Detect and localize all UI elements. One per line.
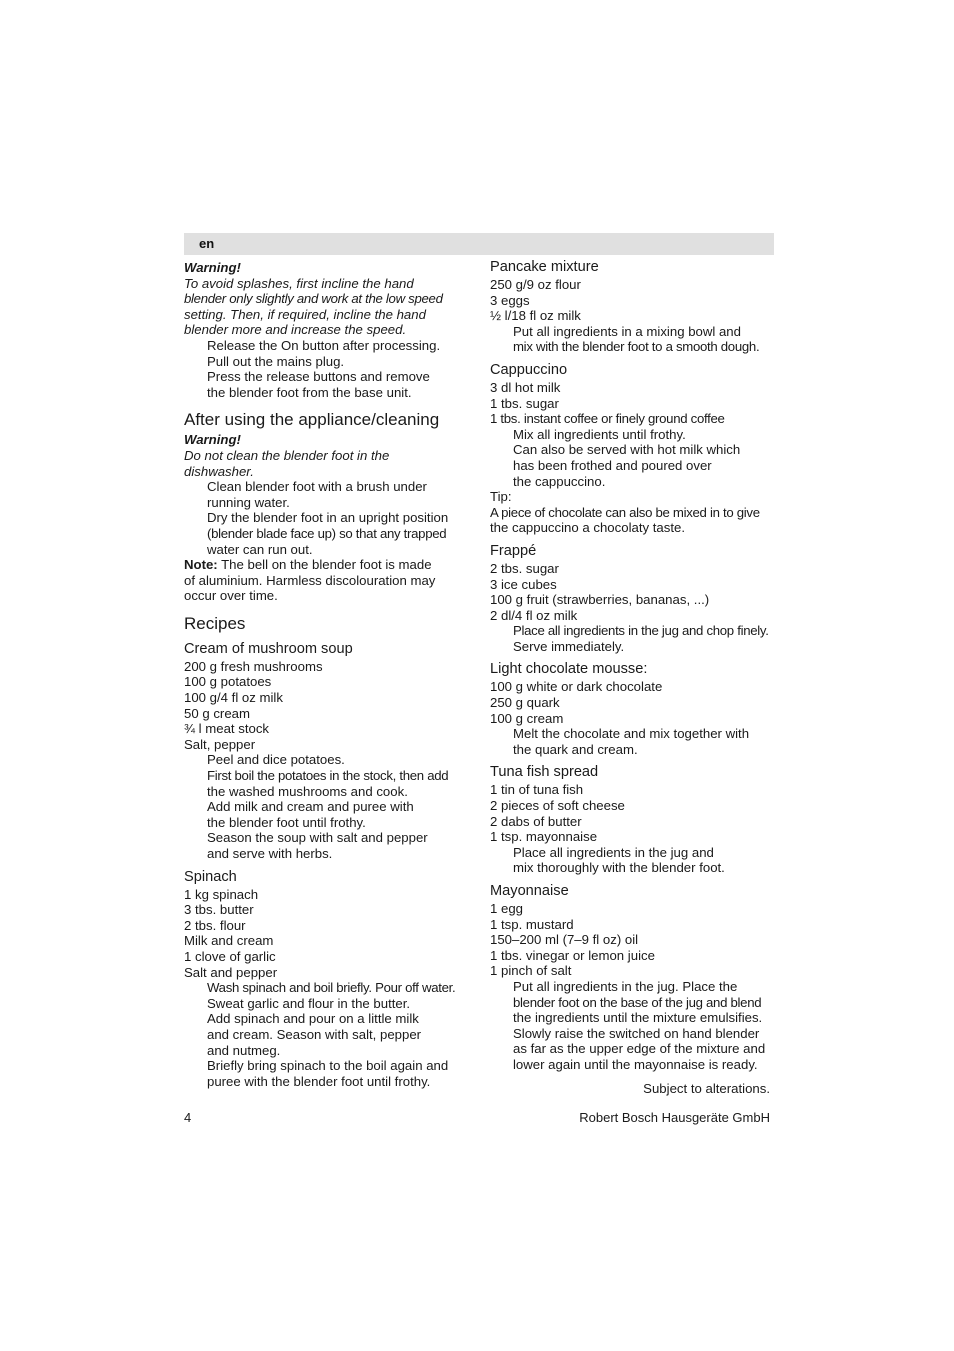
ingredient: 3 tbs. butter (184, 902, 254, 918)
ingredient: 2 tbs. sugar (490, 560, 559, 576)
section-heading-recipes: Recipes (184, 613, 246, 633)
ingredient: 1 tbs. sugar (490, 395, 559, 411)
step-text: Pull out the mains plug. (207, 353, 345, 369)
step-text: water can run out. (207, 541, 313, 557)
company-name: Robert Bosch Hausgeräte GmbH (579, 1110, 770, 1125)
step-text: as far as the upper edge of the mixture and (513, 1041, 766, 1057)
step-text: Briefly bring spinach to the boil again and (207, 1058, 449, 1074)
ingredient: 1 tsp. mustard (490, 916, 574, 932)
section-heading-cleaning: After using the appliance/cleaning (184, 410, 440, 430)
ingredient: 1 tsp. mayonnaise (490, 829, 598, 845)
note-text: of aluminium. Harmless discolouration may (184, 572, 436, 588)
recipe-title: Pancake mixture (490, 259, 599, 275)
recipe-title: Frappé (490, 542, 537, 559)
tip-text: A piece of chocolate can also be mixed in to give (490, 504, 760, 520)
step-text: Mix all ingredients until frothy. (513, 426, 686, 442)
ingredient: 2 pieces of soft cheese (490, 798, 625, 814)
step-text: running water. (207, 494, 290, 510)
step-text: Dry the blender foot in an upright position (207, 510, 449, 526)
step-text: the ingredients until the mixture emulsifies. (513, 1010, 763, 1026)
step-text: Place all ingredients in the jug and (513, 844, 714, 860)
step-text: and cream. Season with salt, pepper (207, 1026, 422, 1042)
step-text: Add spinach and pour on a little milk (207, 1011, 419, 1027)
ingredient: 2 dl/4 fl oz milk (490, 607, 578, 623)
ingredient: 1 pinch of salt (490, 963, 572, 979)
step-text: Place all ingredients in the jug and chop finely. (513, 623, 769, 639)
note-text: occur over time. (184, 588, 278, 604)
step-text: Press the release buttons and remove (207, 369, 430, 385)
step-text: the cappuccino. (513, 473, 606, 489)
step-text: the blender foot from the base unit. (207, 384, 412, 400)
step-text: (blender blade face up) so that any trapped (207, 525, 447, 541)
ingredient: 2 tbs. flour (184, 917, 246, 933)
ingredient: Milk and cream (184, 933, 274, 949)
step-text: Slowly raise the switched on hand blender (513, 1025, 760, 1041)
ingredient: 100 g white or dark chocolate (490, 679, 663, 695)
ingredient: 1 kg spinach (184, 886, 259, 902)
warning-text: blender more and increase the speed. (184, 322, 407, 338)
recipe-title: Mayonnaise (490, 883, 569, 899)
step-text: Release the On button after processing. (207, 337, 441, 353)
warning-title: Warning! (184, 432, 241, 448)
warning-text: setting. Then, if required, incline the hand (184, 306, 426, 322)
step-text: Add milk and cream and puree with (207, 799, 414, 815)
step-text: the quark and cream. (513, 741, 638, 757)
step-text: Put all ingredients in the jug. Place the (513, 978, 738, 994)
step-text: the washed mushrooms and cook. (207, 783, 408, 799)
recipe-title: Light chocolate mousse: (490, 661, 648, 678)
step-text: has been frothed and poured over (513, 457, 712, 473)
ingredient: 150–200 ml (7–9 fl oz) oil (490, 932, 639, 948)
step-text: Serve immediately. (513, 638, 625, 654)
subject-to-alterations: Subject to alterations. (643, 1081, 770, 1096)
recipe-title: Cappuccino (490, 361, 568, 378)
language-bar (184, 233, 774, 255)
note-label: Note: (184, 557, 218, 573)
step-text: Can also be served with hot milk which (513, 442, 741, 458)
warning-text: Do not clean the blender foot in the (184, 447, 390, 463)
step-text: and nutmeg. (207, 1042, 281, 1058)
warning-text: To avoid splashes, first incline the hand (184, 275, 414, 291)
step-text: Season the soup with salt and pepper (207, 830, 428, 846)
step-text: mix thoroughly with the blender foot. (513, 860, 725, 876)
language-code: en (199, 236, 215, 251)
ingredient: 1 tbs. instant coffee or finely ground coffee (490, 411, 725, 427)
warning-text: blender only slightly and work at the low speed (184, 291, 443, 307)
ingredient: ¾ l meat stock (184, 721, 270, 737)
step-text: Sweat garlic and flour in the butter. (207, 995, 411, 1011)
tip-text: the cappuccino a chocolaty taste. (490, 520, 686, 536)
left-column (184, 258, 474, 1089)
ingredient: 100 g potatoes (184, 674, 272, 690)
step-text: Clean blender foot with a brush under (207, 479, 427, 495)
step-text: lower again until the mayonnaise is ready. (513, 1056, 758, 1072)
step-text: First boil the potatoes in the stock, then add (207, 768, 449, 784)
ingredient: ½ l/18 fl oz milk (490, 308, 581, 324)
step-text: the blender foot until frothy. (207, 814, 366, 830)
step-text: Wash spinach and boil briefly. Pour off water. (207, 980, 456, 996)
ingredient: 3 eggs (490, 292, 530, 308)
ingredient: 100 g/4 fl oz milk (184, 690, 283, 706)
step-text: blender foot on the base of the jug and blend (513, 994, 762, 1010)
warning-title: Warning! (184, 260, 241, 275)
recipe-title: Tuna fish spread (490, 764, 599, 781)
step-text: mix with the blender foot to a smooth dough. (513, 339, 760, 355)
step-text: Peel and dice potatoes. (207, 752, 345, 768)
recipe-title: Spinach (184, 868, 237, 885)
ingredient: 1 tin of tuna fish (490, 782, 584, 798)
ingredient: 3 dl hot milk (490, 379, 561, 395)
ingredient: 3 ice cubes (490, 576, 557, 592)
step-text: puree with the blender foot until frothy. (207, 1073, 431, 1089)
warning-text: dishwasher. (184, 463, 254, 479)
ingredient: 1 tbs. vinegar or lemon juice (490, 947, 655, 963)
note-text: Note: The bell on the blender foot is made (184, 557, 432, 573)
right-column (490, 258, 780, 1073)
ingredient: 250 g quark (490, 695, 560, 711)
ingredient: 100 g fruit (strawberries, bananas, ...) (490, 592, 710, 608)
ingredient: Salt and pepper (184, 964, 278, 980)
ingredient: 250 g/9 oz flour (490, 277, 581, 292)
ingredient: 1 egg (490, 901, 524, 916)
tip-label: Tip: (490, 489, 512, 505)
ingredient: 100 g cream (490, 710, 564, 726)
ingredient: 1 clove of garlic (184, 948, 276, 964)
recipe-title: Cream of mushroom soup (184, 640, 353, 657)
ingredient: 50 g cream (184, 705, 250, 721)
step-text: and serve with herbs. (207, 846, 333, 861)
step-text: Put all ingredients in a mixing bowl and (513, 323, 741, 339)
step-text: Melt the chocolate and mix together with (513, 726, 750, 742)
ingredient: 2 dabs of butter (490, 813, 582, 829)
ingredient: 200 g fresh mushrooms (184, 658, 323, 674)
page-number: 4 (184, 1110, 192, 1125)
ingredient: Salt, pepper (184, 736, 256, 752)
